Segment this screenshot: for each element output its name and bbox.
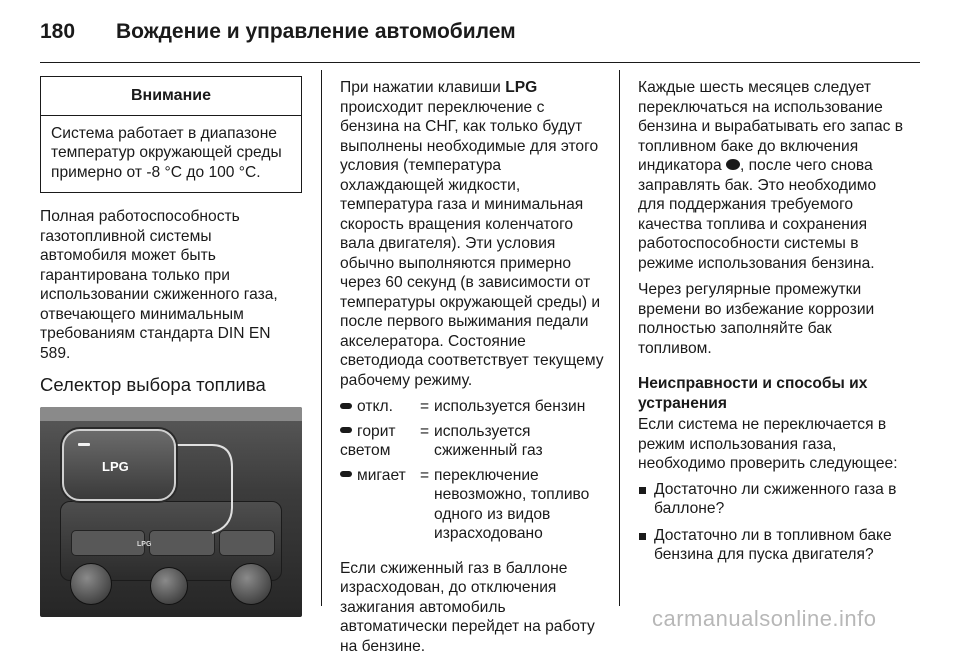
fuel-selector-photo <box>40 407 302 617</box>
list-item: Достаточно ли сжиженного газа в баллоне? <box>638 480 904 519</box>
column-divider <box>321 70 322 606</box>
section-title: Селектор выбора топлива <box>40 374 266 395</box>
led-indicator <box>78 443 90 446</box>
paragraph: Через регулярные промежутки времени во избежание коррозии полностью заполняйте бак топливом. <box>638 281 875 357</box>
checklist <box>638 480 904 565</box>
photo-top-strip <box>40 407 302 421</box>
led-icon <box>340 471 352 477</box>
column-left <box>40 78 302 617</box>
legend-row: горит светом = используется сжиженный газ <box>340 422 543 459</box>
column-middle <box>340 78 604 663</box>
warning-box <box>40 76 302 193</box>
header-rule <box>40 62 920 63</box>
paragraph: Если сжиженный газ в баллоне израсходован, до отключения зажигания автомобиль автоматически перейдет на работу на бензине. <box>340 559 595 655</box>
led-icon <box>340 403 352 409</box>
paragraph: Каждые шесть месяцев следует переключаться на использование бензина и вырабатывать его запас в топливном баке до включения индикатора , после чего снова заправлять бак. Это необходимо для поддержания требуемого качества топлива и сохранения работоспособности системы в режиме использования бензина. <box>638 79 904 272</box>
lpg-key-label: LPG <box>505 79 538 96</box>
paragraph: Полная работоспособность газотопливной системы автомобиля может быть гарантирована только при использовании сжиженного газа, отвечающего минимальным требованиям стандарта DIN EN 589. <box>40 208 278 362</box>
knob <box>70 563 112 605</box>
knob <box>230 563 272 605</box>
warning-title: Внимание <box>41 77 301 116</box>
lpg-button-label: LPG <box>102 458 129 474</box>
list-item: Достаточно ли в топливном баке бензина для пуска двигателя? <box>638 526 904 565</box>
led-state-legend <box>340 397 604 549</box>
section-heading: Неисправности и способы их устранения <box>638 375 868 412</box>
page-header <box>40 20 516 44</box>
legend-row: откл. = используется бензин <box>340 397 604 422</box>
lpg-button-closeup <box>62 429 176 501</box>
paragraph: Если система не переключается в режим использования газа, необходимо проверить следующее: <box>638 416 898 472</box>
column-right <box>638 78 904 572</box>
page-number: 180 <box>40 20 76 43</box>
page-title: Вождение и управление автомобилем <box>116 20 516 43</box>
led-icon <box>340 427 352 433</box>
paragraph: При нажатии клавиши LPG происходит переключение с бензина на СНГ, как только будут выполнены необходимые для этого условия (температура охлаждающей жидкости, температура газа и минимальная скорость вращения коленчатого вала двигателя). Эти условия обычно выполняются примерно через 60 секунд (в зависимости от температуры окружающей среды) и после первого выжимания педали акселератора. Состояние светодиода соответствует текущему рабочему режиму. <box>340 79 604 389</box>
callout-line <box>172 437 302 537</box>
panel-lpg-label: LPG <box>137 540 152 548</box>
column-divider <box>619 70 620 606</box>
watermark: carmanualsonline.info <box>652 606 877 631</box>
knob <box>150 567 188 605</box>
fuel-indicator-icon <box>726 159 740 170</box>
panel-button <box>71 530 145 556</box>
warning-body: Система работает в диапазоне температур окружающей среды примерно от -8 °С до 100 °С. <box>51 124 282 181</box>
legend-row: мигает = переключение невозможно, топливо одного из видов израсходовано <box>340 466 604 549</box>
